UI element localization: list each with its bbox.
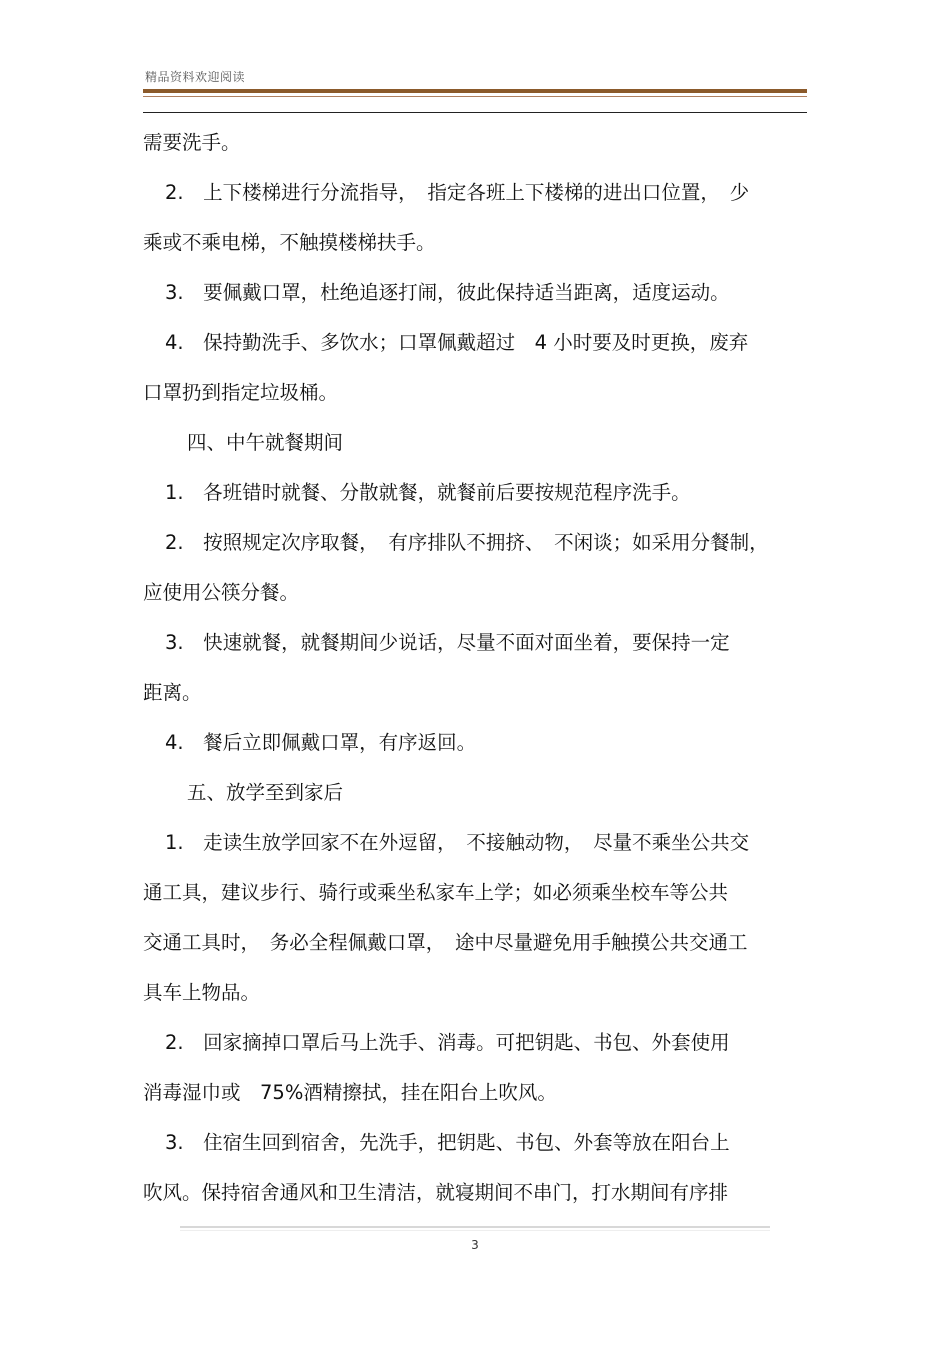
body-line: 应使用公筷分餐。 <box>143 581 300 604</box>
body-line: 通工具，建议步行、骑行或乘坐私家车上学；如必须乘坐校车等公共 <box>143 881 729 904</box>
body-line: 4. 餐后立即佩戴口罩，有序返回。 <box>165 731 477 754</box>
body-line: 2. 上下楼梯进行分流指导， 指定各班上下楼梯的进出口位置， 少 <box>165 181 750 204</box>
body-line: 3. 快速就餐，就餐期间少说话，尽量不面对面坐着，要保持一定 <box>165 631 730 654</box>
body-line: 2. 按照规定次序取餐， 有序排队不拥挤、 不闲谈；如采用分餐制， <box>165 531 769 554</box>
header-rule-thin <box>143 96 807 97</box>
body-line: 1. 各班错时就餐、分散就餐，就餐前后要按规范程序洗手。 <box>165 481 691 504</box>
page-number: 3 <box>471 1238 479 1252</box>
page-header-text: 精品资料欢迎阅读 <box>145 70 246 84</box>
body-line: 交通工具时， 务必全程佩戴口罩， 途中尽量避免用手触摸公共交通工 <box>143 931 748 954</box>
body-line: 吹风。保持宿舍通风和卫生清洁，就寝期间不串门，打水期间有序排 <box>143 1181 729 1204</box>
body-line: 口罩扔到指定垃圾桶。 <box>143 381 339 404</box>
body-line: 乘或不乘电梯，不触摸楼梯扶手。 <box>143 231 436 254</box>
body-line: 具车上物品。 <box>143 981 261 1004</box>
body-line: 1. 走读生放学回家不在外逗留， 不接触动物， 尽量不乘坐公共交 <box>165 831 750 854</box>
header-rule-bottom <box>143 112 807 113</box>
footer-rule <box>180 1226 770 1228</box>
body-line: 3. 要佩戴口罩，杜绝追逐打闹，彼此保持适当距离，适度运动。 <box>165 281 730 304</box>
body-line: 需要洗手。 <box>143 131 241 154</box>
body-line: 4. 保持勤洗手、多饮水；口罩佩戴超过 4 小时要及时更换，废弃 <box>165 331 749 354</box>
body-line: 3. 住宿生回到宿舍，先洗手，把钥匙、书包、外套等放在阳台上 <box>165 1131 730 1154</box>
body-line: 消毒湿巾或 75%酒精擦拭，挂在阳台上吹风。 <box>143 1081 557 1104</box>
body-line: 距离。 <box>143 681 202 704</box>
footer-rule-shadow <box>180 1230 770 1231</box>
body-line: 2. 回家摘掉口罩后马上洗手、消毒。可把钥匙、书包、外套使用 <box>165 1031 730 1054</box>
header-rule-thick <box>143 89 807 93</box>
section-heading: 五、放学至到家后 <box>187 781 344 804</box>
section-heading: 四、中午就餐期间 <box>187 431 344 454</box>
